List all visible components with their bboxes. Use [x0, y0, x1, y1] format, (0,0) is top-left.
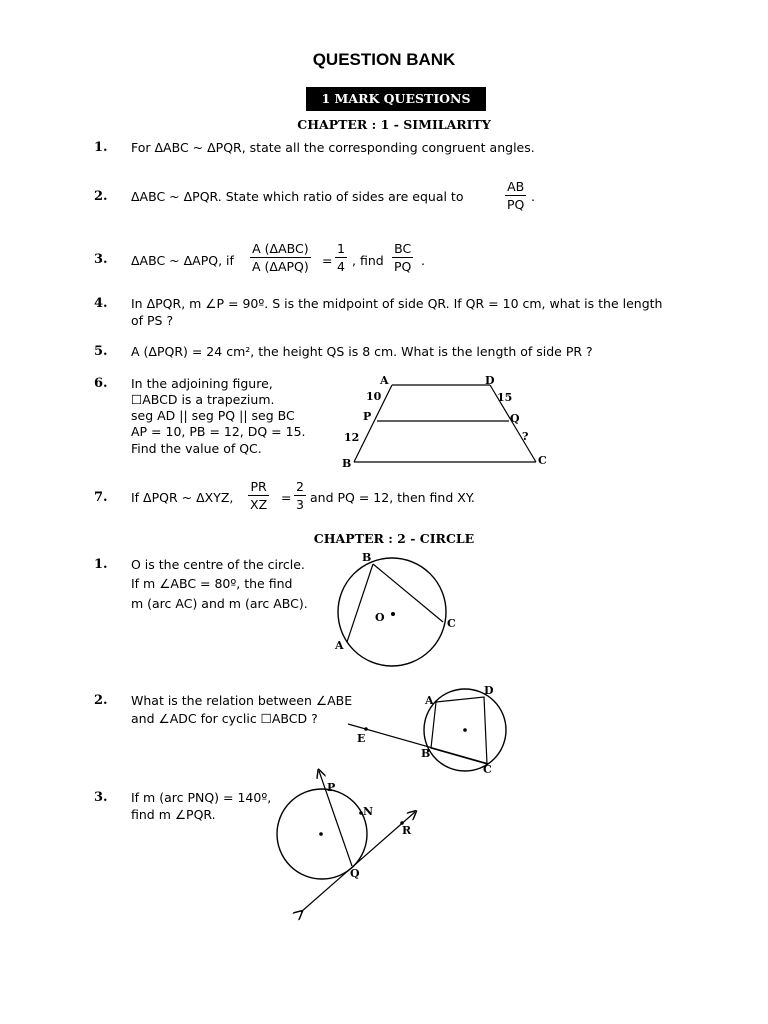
chapter-1-title: CHAPTER : 1 - SIMILARITY: [297, 117, 491, 132]
question-text: If m ∠ABC = 80º, the find: [131, 576, 293, 591]
fraction-denominator: PQ: [507, 197, 525, 212]
question-text: of PS ?: [131, 313, 174, 328]
question-text: AP = 10, PB = 12, DQ = 15.: [131, 424, 306, 439]
point-label: C: [483, 763, 492, 776]
punctuation: .: [531, 189, 535, 204]
question-text: ΔABC ~ ΔPQR. State which ratio of sides are equal to: [131, 189, 464, 204]
vertex-label: Q: [510, 412, 520, 425]
vertex-label: B: [342, 457, 352, 470]
question-text: For ΔABC ~ ΔPQR, state all the corresponding congruent angles.: [131, 140, 535, 155]
centre-dot: [319, 832, 323, 836]
length-label: 12: [344, 431, 360, 444]
question-number: 1.: [94, 140, 108, 155]
punctuation: .: [421, 253, 425, 268]
fraction-denominator: 3: [296, 497, 304, 512]
question-number: 1.: [94, 557, 108, 572]
question-text: If ΔPQR ~ ΔXYZ,: [131, 490, 234, 505]
question-text: In ΔPQR, m ∠P = 90º. S is the midpoint of side QR. If QR = 10 cm, what is the length: [131, 296, 663, 311]
point-label: O: [375, 611, 385, 624]
point-label: Q: [350, 867, 360, 880]
fraction-numerator: PR: [248, 478, 269, 496]
vertex-label: A: [380, 374, 389, 387]
length-label: 10: [366, 390, 382, 403]
fraction-denominator: XZ: [250, 497, 268, 512]
fraction-numerator: AB: [505, 178, 526, 196]
question-number: 2.: [94, 189, 108, 204]
fraction-numerator: BC: [392, 240, 413, 258]
point-label: D: [484, 684, 494, 697]
fraction-numerator: A (ΔABC): [250, 240, 311, 258]
fraction-numerator: 2: [296, 479, 304, 494]
section-badge: 1 MARK QUESTIONS: [306, 87, 486, 111]
page-title: QUESTION BANK: [312, 50, 456, 69]
line-qp: [319, 771, 352, 866]
fraction-denominator: 4: [337, 259, 345, 274]
question-number: 2.: [94, 693, 108, 708]
point-label: R: [402, 824, 412, 837]
vertex-label: P: [363, 410, 372, 423]
question-text: and PQ = 12, then find XY.: [310, 490, 475, 505]
question-text: O is the centre of the circle.: [131, 557, 305, 572]
question-text: In the adjoining figure,: [131, 376, 273, 391]
tangent-line: [301, 812, 415, 912]
question-number: 5.: [94, 344, 108, 359]
question-text: What is the relation between ∠ABE: [131, 693, 353, 708]
vertex-label: C: [538, 454, 547, 467]
fraction-denominator: PQ: [394, 259, 412, 274]
chapter-2-title: CHAPTER : 2 - CIRCLE: [313, 531, 475, 546]
question-text: If m (arc PNQ) = 140º,: [131, 790, 272, 805]
equals-sign: =: [322, 253, 333, 268]
question-number: 7.: [94, 490, 108, 505]
question-text: A (ΔPQR) = 24 cm², the height QS is 8 cm. What is the length of side PR ?: [131, 344, 593, 359]
question-text: m (arc AC) and m (arc ABC).: [131, 596, 308, 611]
length-label: 15: [497, 391, 513, 404]
question-text: , find: [352, 253, 384, 268]
equals-sign: =: [281, 490, 292, 505]
question-number: 6.: [94, 376, 108, 391]
length-label: ?: [522, 430, 529, 443]
point-label: N: [363, 805, 374, 818]
question-text: ΔABC ~ ΔAPQ, if: [131, 253, 234, 268]
question-text: ☐ABCD is a trapezium.: [131, 392, 275, 407]
question-text: and ∠ADC for cyclic ☐ABCD ?: [131, 711, 318, 726]
question-text: find m ∠PQR.: [131, 807, 216, 822]
fraction-numerator: 1: [337, 241, 345, 256]
point-label: B: [421, 747, 431, 760]
vertex-label: D: [485, 374, 495, 387]
question-number: 3.: [94, 252, 108, 267]
question-text: seg AD || seg PQ || seg BC: [131, 408, 295, 423]
question-number: 3.: [94, 790, 108, 805]
point-label: A: [425, 694, 434, 707]
point-label: A: [335, 639, 344, 652]
point-label: B: [362, 551, 372, 564]
question-text: Find the value of QC.: [131, 441, 262, 456]
point-label: C: [447, 617, 456, 630]
point-label: P: [327, 781, 336, 794]
fraction-denominator: A (ΔAPQ): [252, 259, 309, 274]
question-number: 4.: [94, 296, 108, 311]
point-label: E: [357, 732, 366, 745]
